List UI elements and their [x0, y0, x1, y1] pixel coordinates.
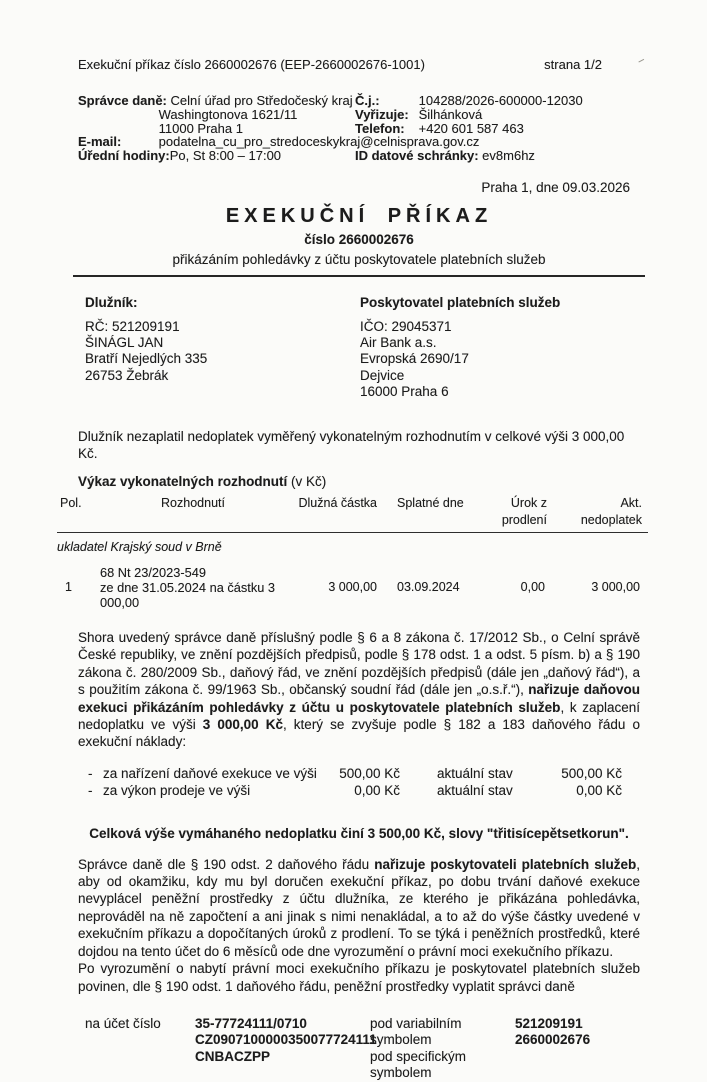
intro-statement: Dlužník nezaplatil nedoplatek vyměřený vykonatelným rozhodnutím v celkové výši 3 000,00 Kč.	[78, 429, 625, 461]
cost-label: za nařízení daňové exekuce ve výši	[103, 765, 317, 781]
col-header-interest: Úrok z prodlení	[501, 496, 547, 527]
table-caption-bold: Výkaz vykonatelných rozhodnutí	[78, 474, 288, 489]
row-balance: 3 000,00	[591, 580, 640, 594]
provider-obligation-paragraph	[78, 856, 640, 960]
phone-value: +420 601 587 463	[418, 120, 524, 136]
table-group-row: ukladatel Krajský soud v Brně	[57, 540, 222, 554]
row-decision-line1: 68 Nt 23/2023-549	[100, 565, 207, 580]
table-caption-unit: (v Kč)	[287, 474, 327, 489]
payment-provider-block	[360, 294, 630, 400]
debtor-id: RČ: 521209191	[85, 319, 180, 334]
cost-item	[78, 782, 640, 799]
file-number-value: 104288/2026-600000-12030	[418, 93, 583, 108]
total-amount-statement: Celková výše vymáhaného nedoplatku činí 3 500,00 Kč, slovy "třitisícepětsetkorun".	[89, 825, 629, 841]
tax-admin-label: Správce daně:	[78, 93, 167, 108]
cost-item	[78, 765, 640, 782]
account-number: 35-77724111/0710	[195, 1015, 307, 1031]
account-iban: CZ0907100000350077724111	[195, 1032, 377, 1048]
tax-office-city: 11000 Praha 1	[158, 120, 243, 136]
col-header-due-date: Splatné dne	[397, 496, 464, 510]
table-header-row	[57, 495, 648, 533]
specific-symbol-value: 2660002676	[515, 1032, 591, 1048]
cost-amount: 500,00 Kč	[339, 765, 400, 781]
handler-label: Vyřizuje:	[355, 106, 409, 122]
row-amount: 3 000,00	[328, 580, 377, 594]
document-title-block	[78, 205, 640, 277]
row-due-date: 03.09.2024	[397, 580, 460, 594]
cost-label: za výkon prodeje ve výši	[103, 783, 251, 799]
page-indicator: strana 1/2	[544, 57, 602, 72]
decree-amount-bold: 3 000,00 Kč	[202, 717, 283, 733]
col-header-amount: Dlužná částka	[298, 496, 377, 510]
payout-instruction-paragraph: Po vyrozumění o nabytí právní moci exekučního příkazu je poskytovatel platebních služeb povinen, dle § 190 odst. 1 daňového řádu, peněžní prostředky vyplatit správci daně	[78, 961, 640, 994]
debtor-heading: Dlužník:	[85, 295, 138, 310]
handler-value: Šilhánková	[418, 106, 483, 122]
account-numbers	[195, 1015, 377, 1082]
sender-meta-block	[78, 94, 640, 164]
parties-block	[78, 294, 640, 412]
variable-symbol-label: pod variabilním symbolem	[370, 1015, 462, 1048]
document-header-row	[78, 56, 640, 73]
file-number-label: Č.j.:	[355, 93, 380, 108]
cost-dash: -	[88, 783, 93, 799]
document-number: číslo 2660002676	[304, 232, 414, 247]
cost-status: aktuální stav	[437, 783, 513, 799]
cost-current: 0,00 Kč	[576, 783, 622, 799]
account-label: na účet číslo	[85, 1015, 161, 1031]
debtor-city: 26753 Žebrák	[85, 367, 169, 383]
symbol-labels	[370, 1016, 515, 1082]
place-and-date: Praha 1, dne 09.03.2026	[481, 180, 630, 195]
obligation-text: Správce daně dle § 190 odst. 2 daňového řádu	[78, 856, 375, 872]
scan-artifact-mark	[638, 59, 645, 65]
debtor-name: ŠINÁGL JAN	[85, 335, 164, 351]
email-value: podatelna_cu_pro_stredoceskykraj@celnisprava.gov.cz	[158, 134, 480, 150]
enforceable-decisions-table	[57, 495, 648, 610]
specific-symbol-label: pod specifickým symbolem	[370, 1048, 467, 1081]
office-hours-label: Úřední hodiny:	[78, 148, 170, 164]
obligation-text-bold: nařizuje poskytovateli platebních služeb	[374, 856, 637, 872]
databox-label: ID datové schránky:	[355, 148, 479, 164]
execution-costs-list	[78, 765, 640, 800]
provider-street: Evropská 2690/17	[360, 351, 469, 367]
debtor-street: Bratří Nejedlých 335	[85, 351, 208, 367]
debtor-block	[85, 294, 345, 384]
decree-text: , který se zvyšuje podle § 182 a 183 daňového řádu o exekuční náklady:	[78, 717, 640, 750]
provider-heading: Poskytovatel platebních služeb	[360, 295, 561, 310]
row-interest: 0,00	[520, 580, 545, 594]
tax-office-street: Washingtonova 1621/11	[158, 106, 298, 122]
provider-district: Dejvice	[360, 367, 405, 383]
document-reference: Exekuční příkaz číslo 2660002676 (EEP-2660002676-1001)	[78, 57, 425, 72]
col-header-decision: Rozhodnutí	[161, 496, 225, 510]
file-reference-block	[355, 94, 640, 163]
obligation-text: , aby od okamžiku, kdy mu byl doručen exekuční příkaz, po dobu trvání daňové exekuce nevyplácel peněžní prostředky z účtu dlužníka, ze kterého je přikázána pohledávka, neprováděl na ně započtení a ani jinak s nimi nenakládal, a to až do výše částky uvedené v exekučním příkazu a dopočítaných úroků z prodlení. To se týká i peněžních prostředků, které dojdou na tento účet do 6 měsíců ode dne vyrozumění o právní moci exekučního příkazu.	[78, 856, 641, 959]
provider-id: IČO: 29045371	[360, 319, 452, 334]
email-label: E-mail:	[78, 134, 122, 150]
col-header-balance: Akt. nedoplatek	[580, 496, 642, 527]
payment-details-block	[78, 1016, 640, 1082]
cost-dash: -	[88, 765, 93, 781]
document-title: EXEKUČNÍ PŘÍKAZ	[225, 205, 493, 227]
decree-text-bold: nařizuje daňovou exekuci přikázáním pohledávky z účtu u poskytovatele platebních služeb	[78, 682, 641, 715]
office-hours-value: Po, St 8:00 – 17:00	[169, 148, 282, 164]
phone-label: Telefon:	[355, 120, 405, 136]
row-decision	[93, 565, 293, 610]
row-decision-line2: ze dne 31.05.2024 na částku 3 000,00	[100, 580, 276, 610]
symbol-values	[515, 1016, 640, 1082]
decree-text: Shora uvedený správce daně příslušný podle § 6 a 8 zákona č. 17/2012 Sb., o Celní správě České republiky, ve znění pozdějších předpisů, podle § 178 odst. 1 a odst. 5 písm. b) a § 190 zákona č. 280/2009 Sb., daňový řád, ve znění pozdějších předpisů (dále jen „daňový řád“), a s použitím zákona č. 99/1963 Sb., občanský soudní řád (dále jen „o.s.ř.“),	[78, 630, 640, 698]
table-caption	[78, 473, 640, 490]
col-header-pol: Pol.	[60, 496, 82, 510]
cost-current: 500,00 Kč	[561, 765, 622, 781]
databox-value: ev8m6hz	[482, 148, 535, 164]
document-subtitle: přikázáním pohledávky z účtu poskytovatele platebních služeb	[172, 252, 546, 267]
account-bic: CNBACZPP	[195, 1048, 271, 1064]
tax-office-name: Celní úřad pro Středočeský kraj	[170, 93, 353, 108]
title-divider	[73, 275, 645, 277]
cost-amount: 0,00 Kč	[354, 783, 400, 799]
decree-text: , k zaplacení nedoplatku ve výši	[78, 699, 640, 733]
variable-symbol-value: 521209191	[515, 1015, 583, 1031]
row-pol: 1	[65, 580, 72, 594]
cost-status: aktuální stav	[437, 765, 513, 781]
table-row	[57, 565, 648, 610]
provider-name: Air Bank a.s.	[360, 335, 437, 351]
decree-paragraph	[78, 629, 640, 751]
provider-city: 16000 Praha 6	[360, 383, 449, 399]
